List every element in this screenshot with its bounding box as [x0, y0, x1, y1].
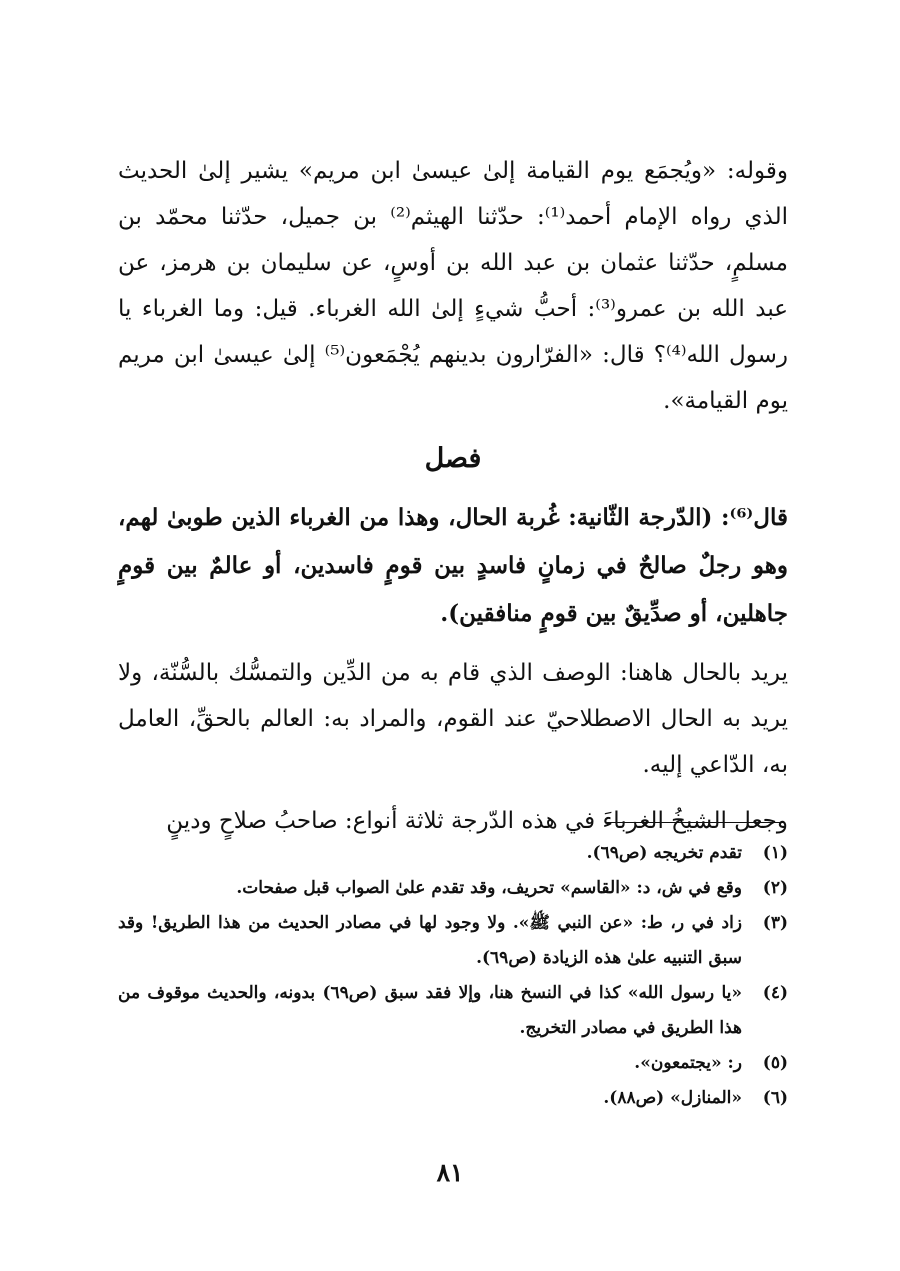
footnotes-list	[118, 836, 788, 1116]
footnote-item	[118, 836, 788, 871]
footnote-number: (٢)	[762, 878, 788, 898]
paragraph-continuation: وجعل الشيخُ الغرباءَ في هذه الدّرجة ثلاثة أنواع: صاحبُ صلاحٍ ودينٍ	[166, 808, 788, 834]
footnote-number: (١)	[762, 843, 788, 863]
main-text	[118, 148, 788, 854]
footnote-number: (٣)	[762, 913, 788, 933]
footnote-text: ر: «يجتمعون».	[634, 1053, 742, 1073]
footnote-item	[118, 1046, 788, 1081]
paragraph-quote: قال⁽⁶⁾: (الدّرجة الثّانية: غُربة الحال، وهذا من الغرباء الذين طوبىٰ لهم، وهو رجلٌ صالحٌ في زمانٍ فاسدٍ بين قومٍ فاسدين، أو عالمٌ بين قومٍ جاهلين، أو صدِّيقٌ بين قومٍ منافقين).	[118, 504, 788, 627]
footnote-text: «يا رسول الله» كذا في النسخ هنا، وإلا فقد سبق (ص٦٩) بدونه، والحديث موقوف من هذا الطريق في مصادر التخريج.	[118, 983, 742, 1038]
footnote-item	[118, 1081, 788, 1116]
paragraph-explanation: يريد بالحال هاهنا: الوصف الذي قام به من الدِّين والتمسُّك بالسُّنّة، ولا يريد به الحال الاصطلاحيّ عند القوم، والمراد به: العالم بالحقِّ، العامل به، الدّاعي إليه.	[118, 660, 788, 778]
footnote-number: (٦)	[762, 1088, 788, 1108]
footnote-separator	[606, 822, 784, 823]
footnote-number: (٥)	[762, 1053, 788, 1073]
footnote-text: تقدم تخريجه (ص٦٩).	[586, 843, 742, 863]
page-number: ٨١	[436, 1158, 464, 1187]
section-heading: فصل	[424, 443, 482, 474]
footnote-item	[118, 906, 788, 976]
footnote-item	[118, 871, 788, 906]
footnote-number: (٤)	[762, 983, 788, 1003]
footnote-item	[118, 976, 788, 1046]
paragraph-hadith: وقوله: «ويُجمَع يوم القيامة إلىٰ عيسىٰ ابن مريم» يشير إلىٰ الحديث الذي رواه الإمام أحمد⁽¹⁾: حدّثنا الهيثم⁽²⁾ بن جميل، حدّثنا محمّد بن مسلمٍ، حدّثنا عثمان بن عبد الله بن أوسٍ، عن سليمان بن هرمز، عن عبد الله بن عمرو⁽³⁾: أحبُّ شيءٍ إلىٰ الله الغرباء. قيل: وما الغرباء يا رسول الله⁽⁴⁾؟ قال: «الفرّارون بدينهم يُجْمَعون⁽⁵⁾ إلىٰ عيسىٰ ابن مريم يوم القيامة».	[118, 158, 789, 414]
footnote-text: «المنازل» (ص٨٨).	[603, 1088, 742, 1108]
footnote-text: زاد في ر، ط: «عن النبي ﷺ». ولا وجود لها في مصادر الحديث من هذا الطريق! وقد سبق التنبيه علىٰ هذه الزيادة (ص٦٩).	[118, 913, 742, 968]
footnote-text: وقع في ش، د: «القاسم» تحريف، وقد تقدم علىٰ الصواب قبل صفحات.	[236, 878, 742, 898]
